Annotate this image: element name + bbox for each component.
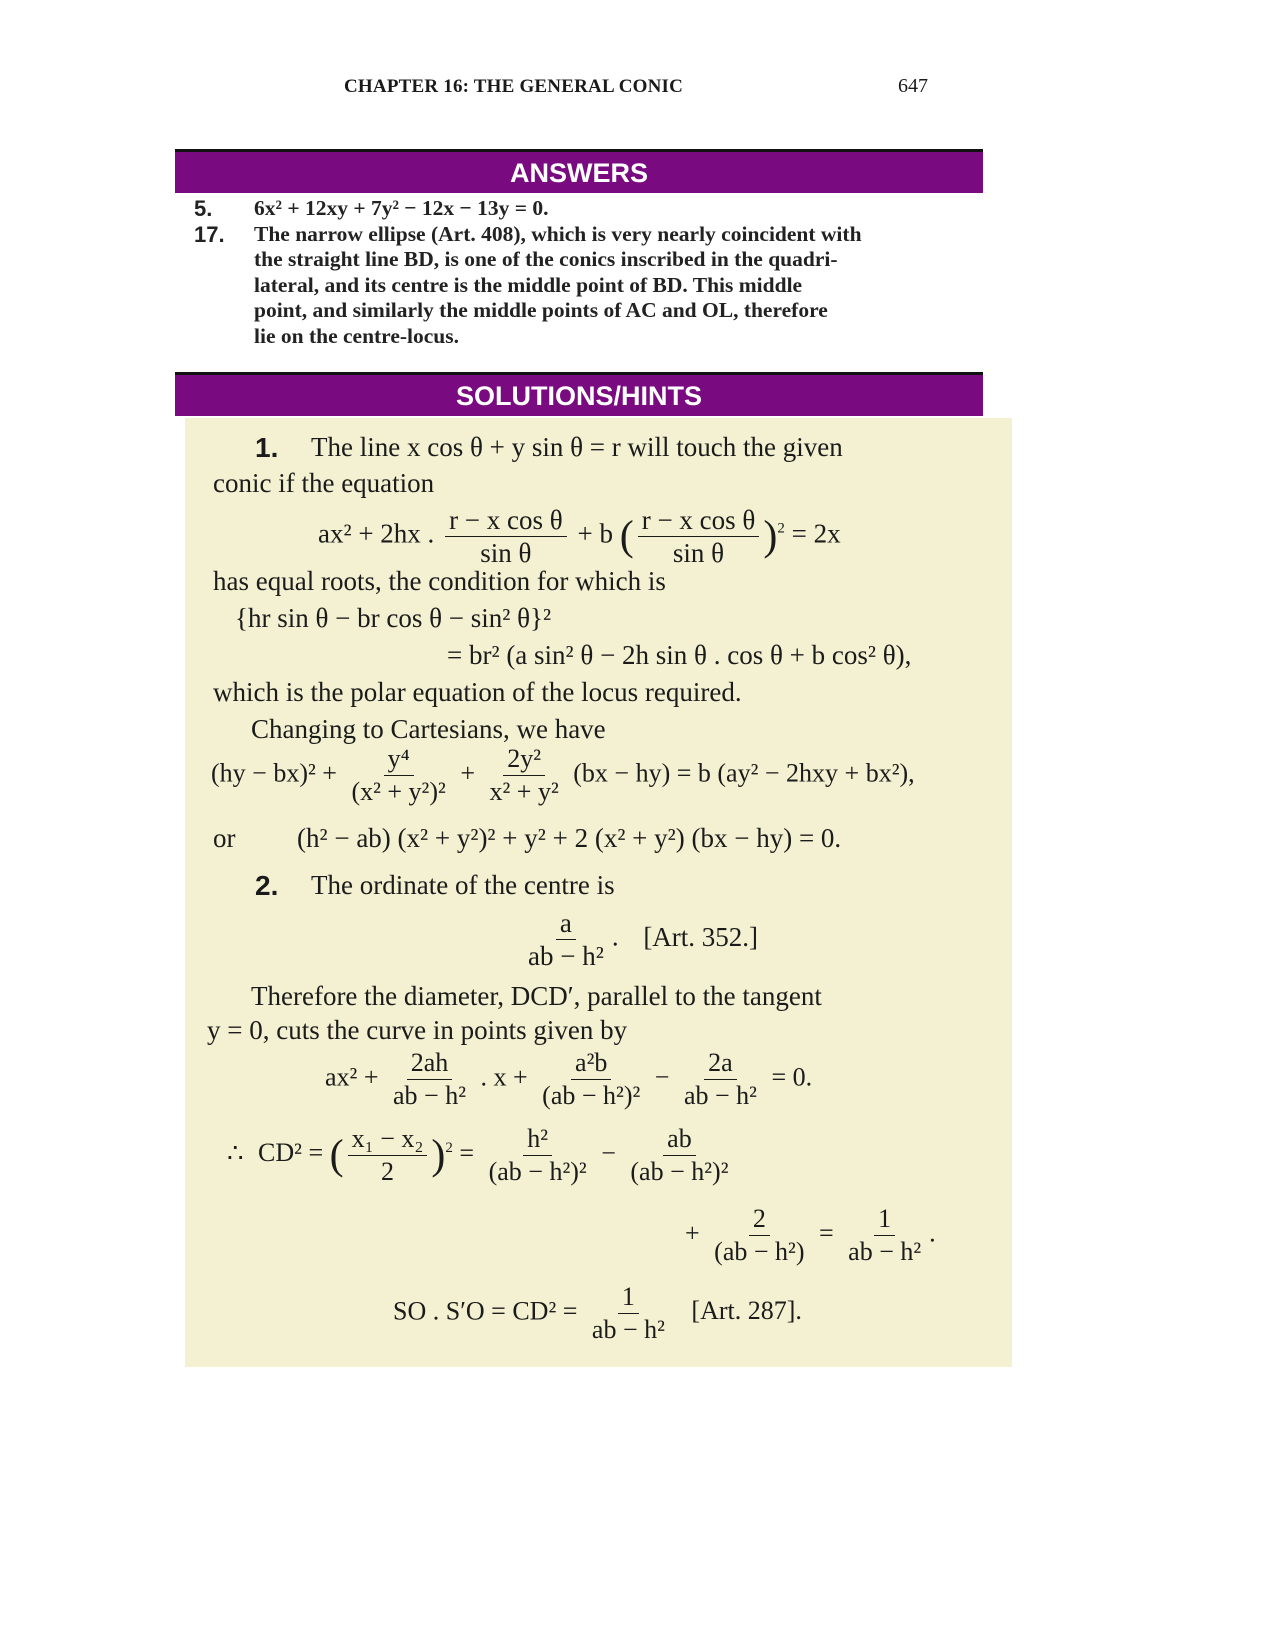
answers-heading: ANSWERS: [175, 149, 983, 193]
equation: (h² − ab) (x² + y²)² + y² + 2 (x² + y²) (bx − hy) = 0.: [297, 823, 842, 853]
text-line: The ordinate of the centre is: [311, 870, 615, 900]
text-line: y = 0, cuts the curve in points given by: [207, 1015, 628, 1045]
answer-line: lateral, and its centre is the middle point of BD. This middle: [254, 272, 803, 297]
denominator: sin θ: [480, 538, 532, 568]
denominator: 2: [381, 1157, 395, 1186]
math-term: +: [460, 758, 475, 788]
text-line: has equal roots, the condition for which is: [213, 566, 666, 596]
exponent: 2: [777, 520, 785, 537]
fraction: [389, 1048, 470, 1111]
numerator: x₁ − x₂: [348, 1124, 428, 1156]
solutions-heading: SOLUTIONS/HINTS: [175, 372, 983, 416]
denominator: ab − h²: [591, 1315, 665, 1344]
numerator: a: [556, 908, 576, 940]
equation: [325, 1048, 812, 1111]
math-term: ax² + 2hx .: [318, 518, 435, 549]
fraction: [485, 744, 562, 807]
fraction: [626, 1124, 732, 1187]
denominator: sin θ: [672, 538, 725, 568]
paren: ): [763, 513, 778, 560]
denominator: (ab − h²)²: [542, 1081, 641, 1110]
equation: [520, 908, 758, 971]
math-term: =: [459, 1138, 475, 1168]
denominator: ab − h²: [683, 1081, 757, 1110]
fraction: [588, 1282, 669, 1345]
answer-line: 6x² + 12xy + 7y² − 12x − 13y = 0.: [254, 196, 549, 220]
text-line: Therefore the diameter, DCD′, parallel to the tangent: [251, 981, 822, 1011]
text-line: Changing to Cartesians, we have: [251, 714, 606, 744]
math-term: =: [819, 1218, 834, 1248]
numerator: ab: [663, 1124, 696, 1156]
numerator: a²b: [571, 1048, 611, 1080]
math-term: . x +: [480, 1062, 528, 1092]
math-term: .: [611, 921, 619, 952]
fraction: [710, 1204, 808, 1267]
equation: = br² (a sin² θ − 2h sin θ . cos θ + b cos² θ),: [447, 640, 912, 670]
math-term: (hy − bx)² +: [211, 758, 337, 788]
denominator: x² + y²: [489, 777, 559, 806]
equation: [393, 1282, 802, 1345]
numerator: 2y²: [503, 744, 545, 776]
exponent: 2: [445, 1139, 453, 1156]
text-line: The line x cos θ + y sin θ = r will touch the given: [311, 432, 843, 462]
paren: (: [619, 513, 634, 560]
equation: [227, 1124, 736, 1187]
equation: [211, 744, 915, 807]
math-term: + b: [577, 518, 613, 549]
denominator: ab − h²: [528, 941, 604, 971]
chapter-title: CHAPTER 16: THE GENERAL CONIC: [344, 76, 684, 97]
denominator: ab − h²: [848, 1237, 922, 1266]
equation: {hr sin θ − br cos θ − sin² θ}²: [235, 603, 552, 633]
math-term: = 0.: [771, 1062, 813, 1092]
answer-item: [194, 196, 984, 222]
math-term: ax² +: [325, 1062, 379, 1092]
numerator: y⁴: [384, 744, 414, 776]
fraction: [347, 744, 449, 807]
equation: [318, 505, 841, 568]
running-header: [0, 72, 1275, 102]
text-line: conic if the equation: [213, 468, 435, 498]
denominator: (ab − h²): [714, 1237, 805, 1266]
fraction: [348, 1124, 428, 1187]
answer-number: 5.: [194, 196, 213, 221]
answer-line: point, and similarly the middle points of AC and OL, therefore: [254, 298, 828, 322]
answer-line: the straight line BD, is one of the conics inscribed in the quadri-: [254, 247, 838, 271]
paren: (: [329, 1132, 344, 1179]
answers-section: [194, 196, 984, 349]
math-term: +: [685, 1218, 700, 1248]
numerator: 2a: [704, 1048, 737, 1080]
fraction: [680, 1048, 761, 1111]
math-term: −: [601, 1138, 616, 1168]
numerator: 1: [618, 1282, 639, 1314]
answer-item: [194, 222, 984, 350]
article-reference: [Art. 352.]: [643, 921, 759, 952]
therefore-symbol: ∴: [227, 1138, 244, 1168]
fraction: [485, 1124, 591, 1187]
solution-number: 2.: [255, 870, 279, 901]
answer-line: lie on the centre-locus.: [254, 323, 460, 348]
numerator: 1: [874, 1204, 895, 1236]
scanned-solutions: [185, 418, 1012, 1367]
text-line: or: [213, 823, 236, 853]
math-term: CD² =: [258, 1138, 324, 1168]
solution-number: 1.: [255, 432, 279, 463]
equation: [685, 1204, 936, 1267]
article-reference: [Art. 287].: [691, 1296, 802, 1326]
numerator: r − x cos θ: [638, 505, 760, 537]
text-line: which is the polar equation of the locus required.: [213, 677, 742, 707]
math-term: = 2x: [791, 518, 841, 549]
math-term: −: [654, 1062, 670, 1092]
denominator: (ab − h²)²: [488, 1157, 587, 1186]
fraction: [844, 1204, 925, 1267]
answer-number: 17.: [194, 221, 225, 247]
fraction: [445, 505, 567, 568]
answer-line: The narrow ellipse (Art. 408), which is very nearly coincident with: [254, 221, 862, 246]
denominator: ab − h²: [393, 1081, 466, 1110]
fraction: [524, 908, 608, 971]
paren: ): [431, 1132, 446, 1179]
numerator: 2: [749, 1204, 770, 1236]
math-term: SO . S′O = CD² =: [393, 1296, 578, 1326]
denominator: (ab − h²)²: [630, 1157, 729, 1186]
denominator: (x² + y²)²: [351, 777, 446, 806]
math-term: .: [929, 1218, 936, 1248]
fraction: [538, 1048, 644, 1111]
fraction: [638, 505, 760, 568]
page-number: 647: [898, 75, 928, 97]
math-term: (bx − hy) = b (ay² − 2hxy + bx²),: [573, 758, 915, 788]
numerator: h²: [523, 1124, 552, 1156]
numerator: r − x cos θ: [445, 505, 567, 537]
numerator: 2ah: [407, 1048, 453, 1080]
